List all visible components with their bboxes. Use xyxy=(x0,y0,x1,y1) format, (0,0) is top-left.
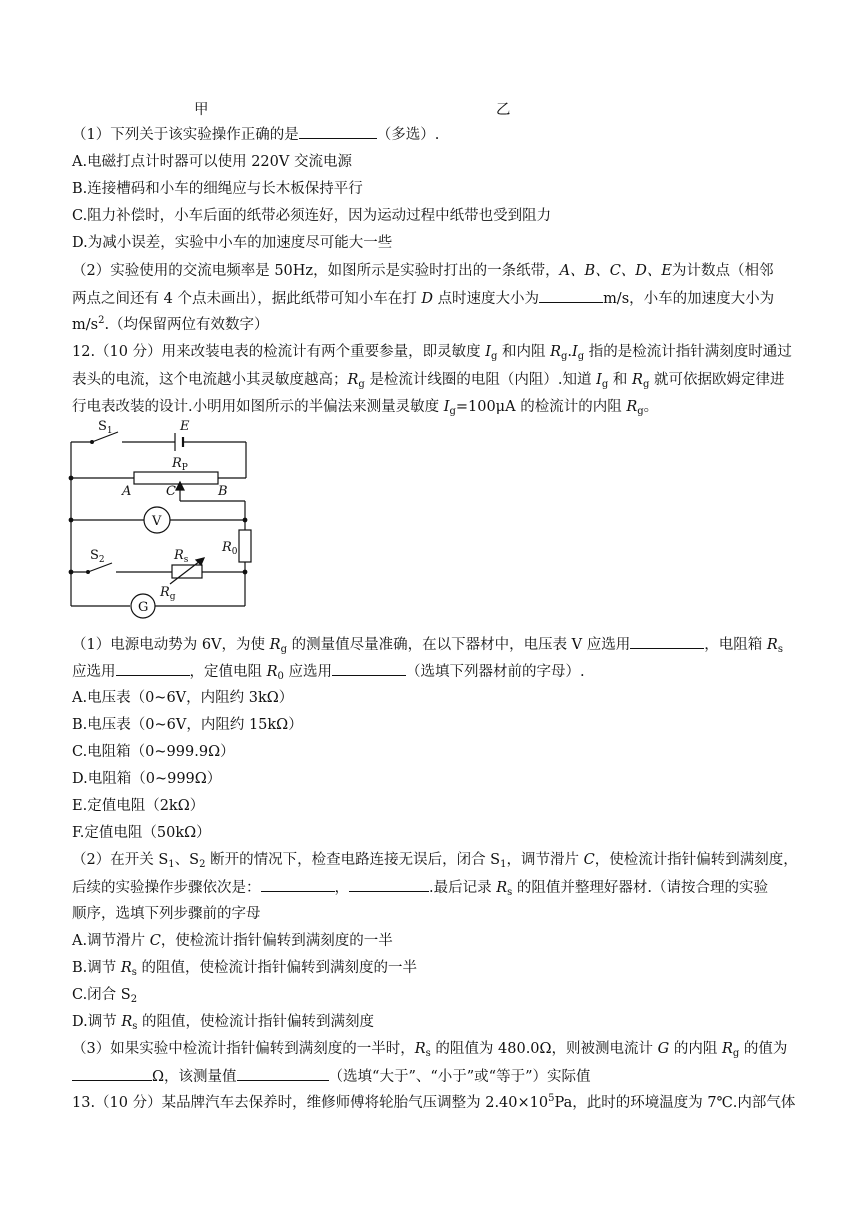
half-deflection-circuit-diagram xyxy=(62,418,272,628)
figure-caption-jia: 甲 xyxy=(194,102,209,118)
q12-part2-line1: （2）在开关 $S_1$、$S_2$ 断开的情况下，检查电路连接无误后，闭合 $S_1$，调节滑片 C，使检流计指针偏转到满刻度， xyxy=(72,852,798,870)
q12-part1-line2: 应选用 ，定值电阻 $R_0$ 应选用 （选填下列器材前的字母）. xyxy=(72,661,800,682)
q11-option-b: B.连接槽码和小车的细绳应与长木板保持平行 xyxy=(72,181,363,197)
label-s1: $S_1$ xyxy=(98,419,113,436)
q12-part1-line1: （1）电源电动势为 6V，为使 $R_g$ 的测量值尽量准确，在以下器材中，电压表 V 应选用 ，电阻箱 $R_s$ xyxy=(72,634,800,655)
answer-blank[interactable] xyxy=(299,124,377,139)
q12-step-d: D.调节 $R_s$ 的阻值，使检流计指针偏转到满刻度 xyxy=(72,1014,374,1032)
q12-part3-line2: Ω，该测量值 （选填“大于”、“小于”或“等于”）实际值 xyxy=(72,1066,800,1087)
figure-caption-yi: 乙 xyxy=(496,102,511,118)
q12-step-c: C.闭合 $S_2$ xyxy=(72,987,138,1005)
label-rg: $R_g$ xyxy=(160,585,176,602)
answer-blank[interactable] xyxy=(261,877,335,892)
label-c: C xyxy=(166,484,176,499)
label-rs: $R_s$ xyxy=(174,548,189,565)
q11-option-d: D.为减小误差，实验中小车的加速度尽可能大一些 xyxy=(72,235,393,251)
answer-blank[interactable] xyxy=(630,634,704,649)
q11-part2-line3: $m/s^2$.（均保留两位有效数字） xyxy=(72,315,269,333)
q12-option-e: E.定值电阻（2kΩ） xyxy=(72,798,205,814)
q12-part3-line1: （3）如果实验中检流计指针偏转到满刻度的一半时，$R_s$ 的阻值为 480.0Ω，则被测电流计 G 的内阻 $R_g$ 的值为 xyxy=(72,1041,788,1059)
q11-option-a: A.电磁打点计时器可以使用 220V 交流电源 xyxy=(72,154,352,170)
answer-blank[interactable] xyxy=(539,288,603,303)
label-s2: $S_2$ xyxy=(90,548,105,565)
label-a: A xyxy=(122,484,132,499)
answer-blank[interactable] xyxy=(237,1066,329,1081)
label-v: V xyxy=(152,514,162,529)
answer-blank[interactable] xyxy=(116,661,190,676)
label-r0: $R_0$ xyxy=(222,540,238,557)
q12-step-b: B.调节 $R_s$ 的阻值，使检流计指针偏转到满刻度的一半 xyxy=(72,960,418,978)
label-e: E xyxy=(180,419,190,434)
rheostat-rp xyxy=(134,472,218,484)
label-rp: $R_P$ xyxy=(172,456,188,473)
q12-option-b: B.电压表（0~6V，内阻约 15kΩ） xyxy=(72,717,303,733)
q11-option-c: C.阻力补偿时，小车后面的纸带必须连好，因为运动过程中纸带也受到阻力 xyxy=(72,208,552,224)
q12-part2-line2: 后续的实验操作步骤依次是： ， .最后记录 $R_s$ 的阻值并整理好器材.（请按合理的实验 xyxy=(72,877,800,898)
q12-intro-line1: 12.（10 分）用来改装电表的检流计有两个重要参量，即灵敏度 $I_g$ 和内阻 $R_g.I_g$ 指的是检流计指针满刻度时通过 xyxy=(72,344,792,362)
q12-part2-line3: 顺序，选填下列步骤前的字母 xyxy=(72,906,261,922)
q12-intro-line3: 行电表改装的设计.小明用如图所示的半偏法来测量灵敏度 $I_g=100\mu A$ 的检流计的内阻 $R_g$。 xyxy=(72,399,659,417)
q12-step-a: A.调节滑片 C，使检流计指针偏转到满刻度的一半 xyxy=(72,933,393,949)
label-g: G xyxy=(138,600,149,615)
q12-option-d: D.电阻箱（0~999Ω） xyxy=(72,771,222,787)
q11-part2-line2: 两点之间还有 4 个点未画出），据此纸带可知小车在打 D 点时速度大小为 m/s，小车的加速度大小为 xyxy=(72,288,800,309)
q11-part1-question: （1）下列关于该实验操作正确的是 （多选）. xyxy=(72,124,800,145)
q13-line1: 13.（10 分）某品牌汽车去保养时，维修师傅将轮胎气压调整为 $2.40\times 10^5Pa$，此时的环境温度为 7℃.内部气体 xyxy=(72,1093,796,1111)
resistor-r0 xyxy=(239,530,251,562)
q12-option-f: F.定值电阻（50kΩ） xyxy=(72,825,211,841)
answer-blank[interactable] xyxy=(72,1066,152,1081)
answer-blank[interactable] xyxy=(349,877,429,892)
label-b: B xyxy=(218,484,228,499)
q12-option-a: A.电压表（0~6V，内阻约 3kΩ） xyxy=(72,690,294,706)
q11-part2-line1: （2）实验使用的交流电频率是 50Hz，如图所示是实验时打出的一条纸带，A、B、C、D、E为计数点（相邻 xyxy=(72,263,774,279)
q12-option-c: C.电阻箱（0~999.9Ω） xyxy=(72,744,235,760)
q12-intro-line2: 表头的电流，这个电流越小其灵敏度越高；$R_g$ 是检流计线圈的电阻（内阻）.知道 $I_g$ 和 $R_g$ 就可依据欧姆定律进 xyxy=(72,372,785,390)
answer-blank[interactable] xyxy=(332,661,406,676)
